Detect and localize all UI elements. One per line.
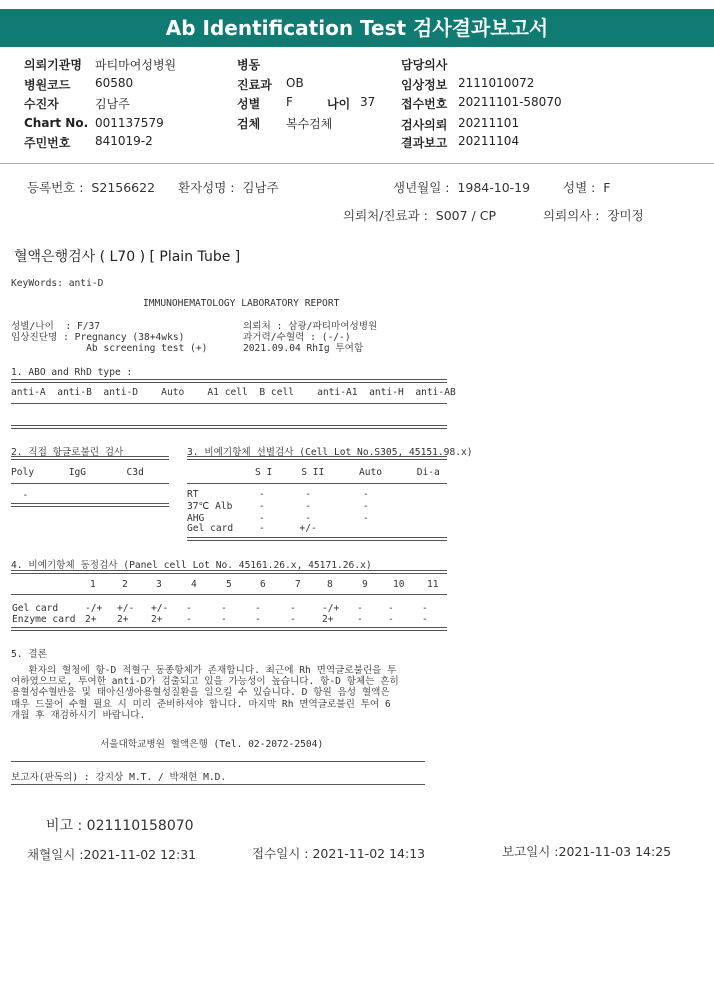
s4-cell: -: [357, 603, 363, 614]
reported-datetime: 보고일시 :2021-11-03 14:25: [502, 844, 672, 859]
s3-row-values: - - -: [259, 489, 369, 500]
s4-col-header: 3: [156, 579, 162, 590]
keywords: KeyWords: anti-D: [11, 278, 104, 289]
rule: [11, 594, 447, 595]
rule: [11, 784, 425, 785]
header-label: 의뢰기관명: [24, 58, 82, 72]
s4-cell: -: [290, 603, 296, 614]
s4-cell: 2+: [85, 614, 97, 625]
header-value: 841019-2: [95, 134, 153, 148]
s4-cell: -: [388, 603, 394, 614]
birth-date: 생년월일 : 1984-10-19: [393, 180, 531, 195]
s4-cell: 2+: [117, 614, 129, 625]
rule: [187, 537, 447, 541]
header-value: 20211101: [458, 116, 520, 130]
header-label: 임상정보: [401, 78, 448, 92]
s4-col-header: 5: [226, 579, 232, 590]
header-label: 접수번호: [401, 97, 448, 111]
s4-cell: -: [388, 614, 394, 625]
collected-datetime: 채혈일시 :2021-11-02 12:31: [27, 847, 197, 862]
s4-cell: +/-: [151, 603, 169, 614]
s2-values: -: [11, 490, 29, 501]
header-label: 결과보고: [401, 136, 448, 150]
header-label: 병원코드: [24, 78, 71, 92]
s4-cell: -: [357, 614, 363, 625]
s2-title: 2. 직접 항글로불린 검사: [11, 447, 124, 458]
s4-col-header: 9: [362, 579, 368, 590]
age-value: 37: [360, 95, 376, 109]
rule: [11, 761, 425, 762]
s3-row-values: - - -: [259, 501, 369, 512]
header-value: F: [286, 95, 293, 109]
rule: [11, 483, 169, 484]
s3-title: 3. 비예기항체 선별검사 (Cell Lot No.S305, 45151.98.x): [187, 447, 473, 458]
requesting-doctor: 의뢰의사 : 장미정: [543, 208, 644, 223]
rule: [11, 425, 447, 429]
s4-cell: -/+: [322, 603, 340, 614]
referral-info: 의뢰처 : 삼광/파티마여성병원 과거력/수혈력 : (-/-) 2021.09.04 RhIg 투여함: [243, 321, 378, 354]
s4-col-header: 11: [427, 579, 439, 590]
header-label: Chart No.: [24, 116, 89, 130]
hospital-contact: 서울대학교병원 혈액은행 (Tel. 02-2072-2504): [100, 739, 324, 750]
s4-cell: -: [422, 614, 428, 625]
s3-row-values: - +/-: [259, 523, 317, 534]
rule: [11, 570, 447, 574]
note: 비고 : 021110158070: [46, 818, 194, 834]
header-value: 2111010072: [458, 76, 535, 90]
s4-cell: -: [221, 614, 227, 625]
section-title: 혈액은행검사 ( L70 ) [ Plain Tube ]: [14, 249, 241, 265]
s4-cell: -: [221, 603, 227, 614]
patient-sex: 성별 : F: [563, 180, 611, 195]
age-label: 나이: [327, 97, 351, 111]
s4-col-header: 7: [295, 579, 301, 590]
s2-headers: Poly IgG C3d: [11, 467, 144, 478]
rule: [11, 379, 447, 383]
header-label: 검체: [237, 117, 261, 131]
header-label: 성별: [237, 97, 261, 111]
s4-cell: -: [422, 603, 428, 614]
s4-cell: -: [255, 603, 261, 614]
s4-col-header: 2: [122, 579, 128, 590]
s4-row-label: Gel card: [12, 603, 59, 614]
s4-cell: 2+: [322, 614, 334, 625]
header-label: 검사의뢰: [401, 118, 448, 132]
registration-number: 등록번호 : S2156622: [27, 180, 156, 195]
rule: [11, 503, 169, 507]
s4-cell: +/-: [117, 603, 135, 614]
s4-row-label: Enzyme card: [12, 614, 76, 625]
rule: [11, 456, 169, 460]
s4-cell: 2+: [151, 614, 163, 625]
s1-title: 1. ABO and RhD type :: [11, 367, 133, 378]
lab-report-title: IMMUNOHEMATOLOGY LABORATORY REPORT: [143, 298, 340, 309]
rule: [187, 483, 447, 484]
s3-row-label: Gel card: [187, 523, 234, 534]
s4-col-header: 4: [191, 579, 197, 590]
patient-diagnosis: 성별/나이 : F/37 임상진단명 : Pregnancy (38+4wks) Ab screening test (+): [11, 321, 208, 354]
header-label: 담당의사: [401, 58, 448, 72]
s3-row-label: RT: [187, 489, 199, 500]
header-value: 복수검체: [286, 117, 333, 131]
header-value: 김남주: [95, 97, 130, 111]
header-label: 주민번호: [24, 136, 71, 150]
rule: [187, 456, 447, 460]
s4-cell: -: [290, 614, 296, 625]
s4-cell: -/+: [85, 603, 103, 614]
s4-cell: -: [186, 603, 192, 614]
s1-headers: anti-A anti-B anti-D Auto A1 cell B cell anti-A1 anti-H anti-AB: [11, 387, 456, 398]
reporter: 보고자(판독의) : 강지상 M.T. / 박재현 M.D.: [11, 772, 227, 783]
s4-col-header: 8: [327, 579, 333, 590]
divider: [0, 163, 714, 164]
s3-row-values: - - -: [259, 513, 369, 524]
s4-col-header: 10: [393, 579, 405, 590]
report-title: Ab Identification Test 검사결과보고서: [0, 9, 714, 47]
s4-cell: -: [186, 614, 192, 625]
received-datetime: 접수일시 : 2021-11-02 14:13: [252, 846, 426, 861]
header-value: OB: [286, 76, 304, 90]
header-value: 60580: [95, 76, 134, 90]
patient-name: 환자성명 : 김남주: [178, 180, 279, 195]
dept: 의뢰처/진료과 : S007 / CP: [343, 208, 497, 223]
s3-headers: S I S II Auto Di-a: [255, 467, 440, 478]
rule: [11, 403, 447, 404]
header-label: 병동: [237, 58, 261, 72]
s3-row-label: 37℃ Alb: [187, 501, 233, 512]
rule: [11, 627, 447, 631]
conclusion-text: 환자의 혈청에 항-D 적혈구 동종항체가 존재합니다. 최근에 Rh 면역글로불린을 투 여하였으므로, 투여한 anti-D가 검출되고 있을 가능성이 높습니다. 항-D 항체는 흔히 용혈성수혈반응 및 태아신생아용혈성질환을 일으킬 수 있습니다. D 항원 음성 혈액은 매우 드물어 수혈 필요 시 미리 준비하셔야 합니다. 마지막 Rh 면역글로불린 투여 6 개월 후 재검하시기 바랍니다.: [11, 665, 399, 721]
s5-title: 5. 결론: [11, 649, 47, 660]
header-value: 20211101-58070: [458, 95, 562, 109]
s4-col-header: 6: [260, 579, 266, 590]
header-value: 파티마여성병원: [95, 58, 177, 72]
s4-cell: -: [255, 614, 261, 625]
s4-title: 4. 비예기항체 동정검사 (Panel cell Lot No. 45161.26.x, 45171.26.x): [11, 560, 372, 571]
header-value: 20211104: [458, 134, 520, 148]
s4-col-header: 1: [90, 579, 96, 590]
header-value: 001137579: [95, 116, 164, 130]
s3-row-label: AHG: [187, 513, 205, 524]
header-label: 수진자: [24, 97, 59, 111]
header-label: 진료과: [237, 78, 272, 92]
